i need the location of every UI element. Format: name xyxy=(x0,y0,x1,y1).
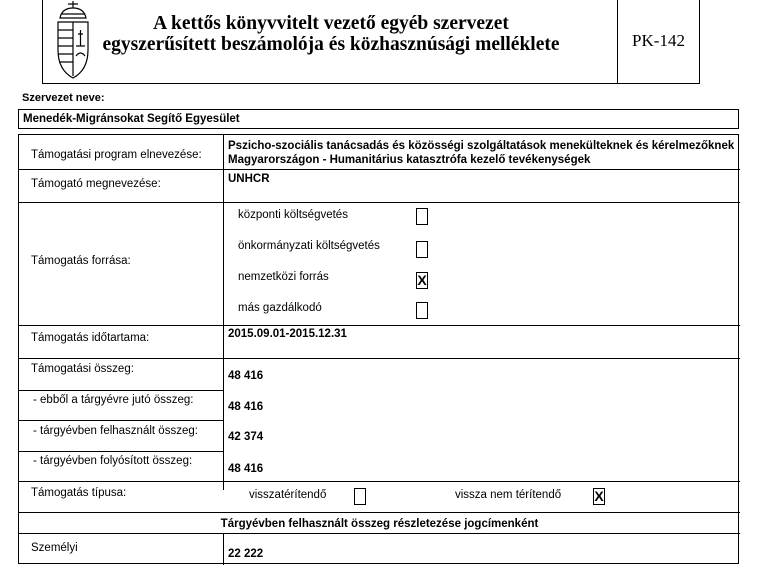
source-option-other-business: más gazdálkodó xyxy=(238,302,322,314)
current-year-amount-label: - ebből a tárgyévre jutó összeg: xyxy=(33,394,194,406)
duration-value: 2015.09.01-2015.12.31 xyxy=(228,328,347,340)
source-option-central-budget: központi költségvetés xyxy=(238,209,348,221)
used-amount-value: 42 374 xyxy=(228,431,264,443)
type-checkbox-refundable[interactable] xyxy=(354,488,366,505)
source-option-international: nemzetközi forrás xyxy=(238,271,329,283)
type-option-non-refundable: vissza nem térítendő xyxy=(455,489,562,501)
program-name-value: Pszicho-szociális tanácsadás és közösségi szolgáltatások menekülteknek és kérelmezőknek Magyarországon - Humanitárius katasztrófa kezelő tevékenységek xyxy=(228,140,735,166)
title-line-2: egyszerűsített beszámolója és közhasznúsági melléklete xyxy=(102,34,560,55)
type-option-refundable: visszatérítendő xyxy=(249,489,327,501)
form-code: PK-142 xyxy=(632,31,685,50)
supporter-label: Támogató megnevezése: xyxy=(31,178,161,190)
breakdown-section-title: Tárgyévben felhasznált összeg részletezése jogcímenként xyxy=(220,518,539,530)
source-label: Támogatás forrása: xyxy=(31,255,131,267)
personal-value: 22 222 xyxy=(228,548,264,560)
source-option-municipal-budget: önkormányzati költségvetés xyxy=(238,240,380,252)
document-title xyxy=(43,13,619,55)
source-checkbox-central-budget[interactable] xyxy=(416,208,428,225)
used-amount-label: - tárgyévben felhasznált összeg: xyxy=(33,425,198,437)
organization-name: Menedék-Migránsokat Segítő Egyesület xyxy=(23,113,240,125)
organization-label: Szervezet neve: xyxy=(22,92,105,104)
source-checkbox-international[interactable]: X xyxy=(417,272,427,288)
supporter-value: UNHCR xyxy=(228,173,270,185)
form-code-box xyxy=(617,0,700,84)
personal-label: Személyi xyxy=(31,542,78,554)
current-year-amount-value: 48 416 xyxy=(228,401,264,413)
amount-value: 48 416 xyxy=(228,370,264,382)
duration-label: Támogatás időtartama: xyxy=(31,332,150,344)
paid-amount-label: - tárgyévben folyósított összeg: xyxy=(33,455,193,467)
program-name-label: Támogatási program elnevezése: xyxy=(31,149,202,161)
support-type-label: Támogatás típusa: xyxy=(31,487,127,499)
title-line-1: A kettős könyvvitelt vezető egyéb szervezet xyxy=(153,13,509,34)
paid-amount-value: 48 416 xyxy=(228,463,264,475)
source-checkbox-other-business[interactable] xyxy=(416,302,428,319)
source-checkbox-municipal-budget[interactable] xyxy=(416,241,428,258)
organization-name-field xyxy=(18,109,739,129)
type-checkbox-non-refundable[interactable]: X xyxy=(594,488,604,504)
support-table xyxy=(18,134,739,564)
amount-label: Támogatási összeg: xyxy=(31,363,134,375)
header-title-box xyxy=(42,0,618,84)
